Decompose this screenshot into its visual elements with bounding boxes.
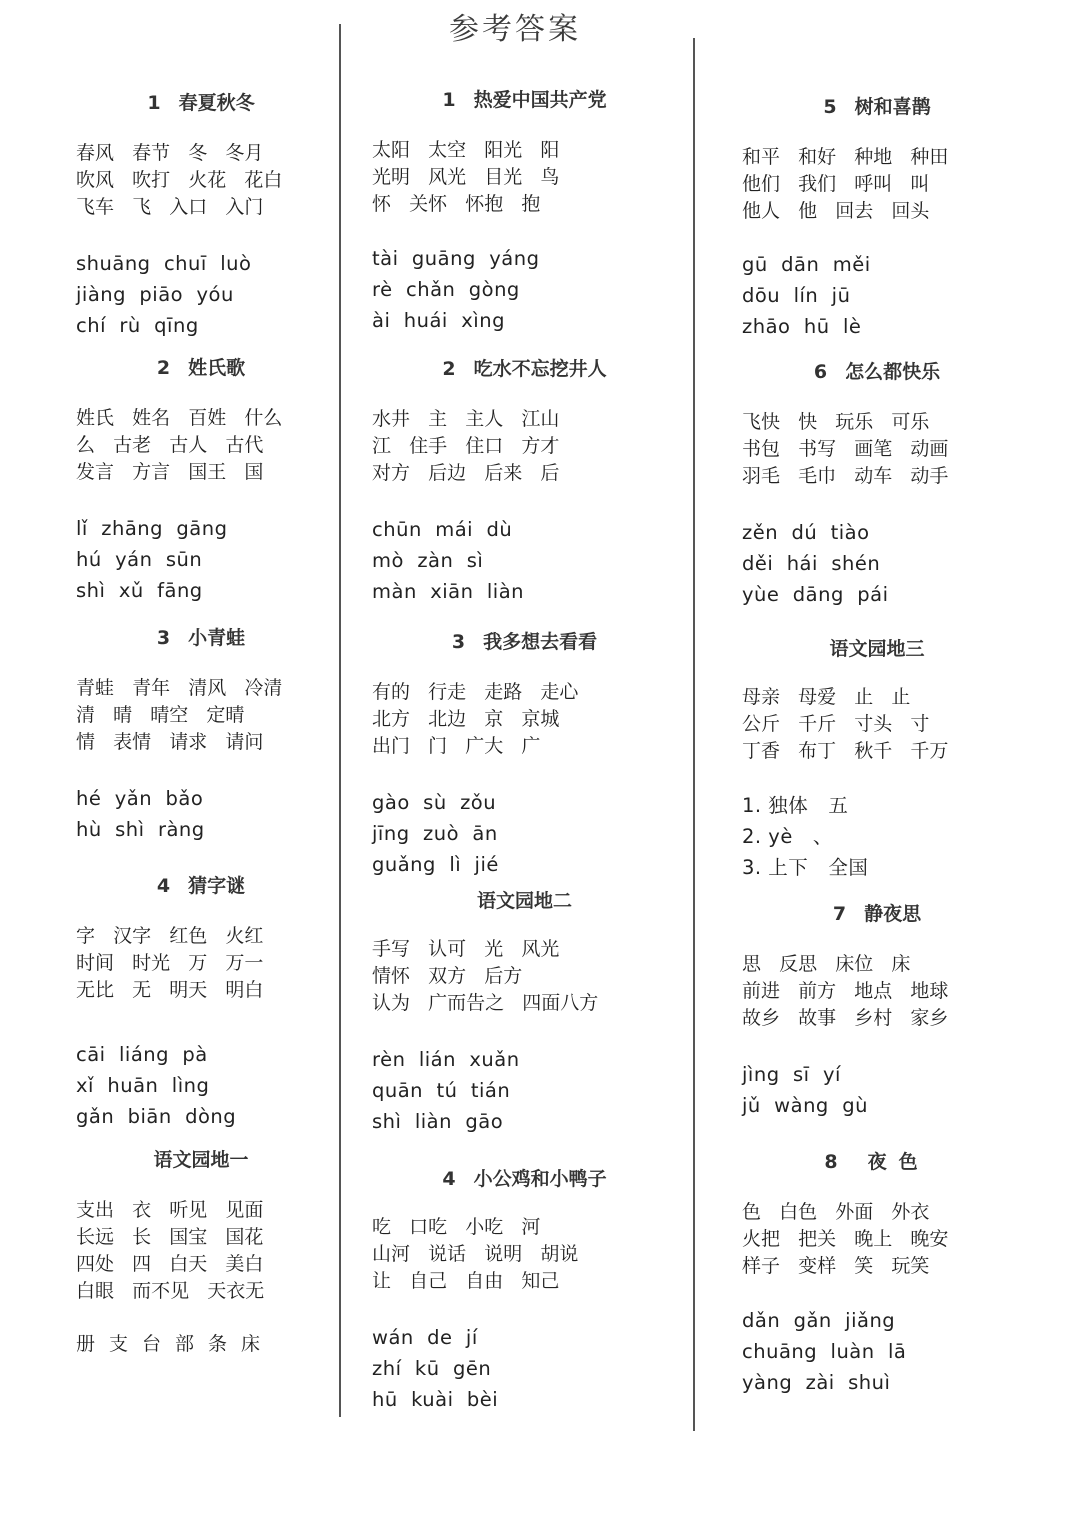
word-line: 故乡 故事 乡村 家乡 (742, 1007, 949, 1029)
pinyin-line: zhí kū gēn (372, 1357, 492, 1380)
lesson-title: 怎么都快乐 (845, 361, 941, 383)
pinyin-list (372, 514, 677, 607)
lesson-heading (742, 899, 1012, 926)
word-list (742, 951, 1012, 1032)
pinyin-line: rèn lián xuǎn (372, 1048, 520, 1071)
pinyin-line: hé yǎn bǎo (76, 787, 204, 810)
word-list (742, 1199, 1012, 1280)
pinyin-line: cāi liáng pà (76, 1043, 208, 1066)
page-title: 参考答案 (449, 12, 581, 47)
word-line: 姓氏 姓名 百姓 什么 (76, 407, 283, 429)
pinyin-line: dǎn gǎn jiǎng (742, 1309, 896, 1332)
pinyin-line: shì liàn gāo (372, 1110, 504, 1133)
word-list (372, 406, 677, 487)
pinyin-line: jīng zuò ān (372, 822, 498, 845)
lesson-title: 吃水不忘挖井人 (473, 358, 607, 380)
answer-item: 3. 上下 全国 (742, 856, 869, 879)
word-line: 飞快 快 玩乐 可乐 (742, 411, 930, 433)
lesson-title: 小青蛙 (188, 627, 246, 649)
pinyin-list (76, 248, 326, 341)
word-line: 吃 口吃 小吃 河 (372, 1216, 541, 1238)
word-line: 样子 变样 笑 玩笑 (742, 1255, 930, 1277)
lesson-number: 4 (156, 875, 171, 897)
word-line: 发言 方言 国王 国 (76, 461, 264, 483)
word-line: 色 白色 外面 外衣 (742, 1201, 930, 1223)
pinyin-line: shì xǔ fāng (76, 579, 203, 602)
lesson-title: 语文园地二 (476, 890, 572, 912)
word-line: 认为 广而告之 四面八方 (372, 992, 599, 1014)
pinyin-list (76, 513, 326, 606)
pinyin-line: chí rù qīng (76, 314, 199, 337)
word-line: 时间 时光 万 万一 (76, 952, 264, 974)
lesson-number: 1 (442, 89, 456, 111)
pinyin-list (742, 249, 1012, 342)
pinyin-list (76, 1039, 326, 1132)
character-line: 册支台部条床 (76, 1333, 275, 1355)
word-line: 和平 和好 种地 种田 (742, 146, 949, 168)
pinyin-line: rè chǎn gòng (372, 278, 520, 301)
pinyin-list (742, 517, 1012, 610)
answer-item: 2. yè 、 (742, 825, 833, 848)
pinyin-line: jǔ wàng gù (742, 1094, 868, 1117)
pinyin-line: màn xiān liàn (372, 580, 525, 603)
pinyin-line: lǐ zhāng gāng (76, 517, 228, 540)
word-list (742, 409, 1012, 490)
word-line: 太阳 太空 阳光 阳 (372, 139, 560, 161)
word-line: 长远 长 国宝 国花 (76, 1226, 264, 1248)
word-line: 让 自己 自由 知己 (372, 1270, 560, 1292)
pinyin-line: gào sù zǒu (372, 791, 497, 814)
pinyin-line: shuāng chuī luò (76, 252, 252, 275)
pinyin-line: hù shì ràng (76, 818, 205, 841)
pinyin-list (372, 243, 677, 336)
word-line: 他人 他 回去 回头 (742, 200, 930, 222)
pinyin-list (372, 1322, 677, 1415)
word-list (76, 675, 326, 756)
lesson-heading (372, 886, 677, 913)
pinyin-line: chūn mái dù (372, 518, 513, 541)
lesson-number: 2 (156, 357, 171, 379)
lesson-title: 猜字谜 (188, 875, 246, 897)
pinyin-line: hū kuài bèi (372, 1388, 499, 1411)
lesson-heading (76, 1145, 326, 1172)
lesson-number: 3 (451, 631, 466, 653)
lesson-title: 我多想去看看 (483, 631, 598, 653)
pinyin-line: yàng zài shuì (742, 1371, 891, 1394)
column-divider (693, 38, 695, 1431)
word-line: 清 晴 晴空 定晴 (76, 704, 245, 726)
lesson-title: 姓氏歌 (188, 357, 246, 379)
word-line: 出门 门 广大 广 (372, 735, 541, 757)
lesson-title: 静夜思 (864, 903, 922, 925)
pinyin-line: wán de jí (372, 1326, 478, 1349)
word-line: 吹风 吹打 火花 花白 (76, 169, 283, 191)
word-list (372, 137, 677, 218)
lesson-heading (742, 357, 1012, 384)
word-list (372, 936, 677, 1017)
word-line: 火把 把关 晚上 晚安 (742, 1228, 949, 1250)
pinyin-line: zěn dú tiào (742, 521, 870, 544)
word-line: 白眼 而不见 天衣无 (76, 1280, 265, 1302)
pinyin-line: ài huái xìng (372, 309, 505, 332)
lesson-number: 3 (156, 627, 171, 649)
lesson-heading (76, 623, 326, 650)
pinyin-line: quān tú tián (372, 1079, 511, 1102)
word-line: 么 古老 古人 古代 (76, 434, 264, 456)
lesson-title: 热爱中国共产党 (473, 89, 607, 111)
answer-item: 1. 独体 五 (742, 794, 849, 817)
lesson-title: 树和喜鹊 (854, 96, 931, 118)
lesson-number: 8 (824, 1151, 850, 1173)
pinyin-line: dōu lín jū (742, 284, 851, 307)
word-line: 字 汉字 红色 火红 (76, 925, 264, 947)
pinyin-line: zhāo hū lè (742, 315, 862, 338)
lesson-title: 小公鸡和小鸭子 (473, 1168, 607, 1190)
word-line: 情怀 双方 后方 (372, 965, 523, 987)
lesson-number: 7 (832, 903, 847, 925)
lesson-number: 4 (442, 1168, 456, 1190)
pinyin-line: xǐ huān lìng (76, 1074, 210, 1097)
lesson-title: 语文园地一 (153, 1149, 249, 1171)
pinyin-line: gǎn biān dòng (76, 1105, 237, 1128)
word-list (76, 1197, 326, 1305)
word-list (76, 923, 326, 1004)
word-line: 情 表情 请求 请问 (76, 731, 264, 753)
pinyin-line: jìng sī yí (742, 1063, 841, 1086)
lesson-heading (742, 1147, 1012, 1174)
word-line: 四处 四 白天 美白 (76, 1253, 264, 1275)
word-line: 飞车 飞 入口 入门 (76, 196, 264, 218)
word-line: 丁香 布丁 秋千 千万 (742, 740, 949, 762)
word-line: 水井 主 主人 江山 (372, 408, 560, 430)
pinyin-list (76, 783, 326, 845)
word-line: 他们 我们 呼叫 叫 (742, 173, 930, 195)
pinyin-line: yùe dāng pái (742, 583, 889, 606)
lesson-heading (372, 1164, 677, 1191)
lesson-heading (76, 88, 326, 115)
lesson-heading (76, 353, 326, 380)
word-line: 母亲 母爱 止 止 (742, 686, 911, 708)
pinyin-list (742, 1059, 1012, 1121)
word-line: 对方 后边 后来 后 (372, 462, 560, 484)
word-line: 支出 衣 听见 见面 (76, 1199, 264, 1221)
pinyin-line: tài guāng yáng (372, 247, 540, 270)
pinyin-line: hú yán sūn (76, 548, 203, 571)
lesson-heading (372, 354, 677, 381)
word-line: 前进 前方 地点 地球 (742, 980, 949, 1002)
pinyin-line: jiàng piāo yóu (76, 283, 234, 306)
pinyin-line: gū dān měi (742, 253, 871, 276)
word-list (76, 140, 326, 221)
word-line: 光明 风光 目光 鸟 (372, 166, 560, 188)
word-line: 山河 说话 说明 胡说 (372, 1243, 579, 1265)
word-line: 公斤 千斤 寸头 寸 (742, 713, 930, 735)
word-line: 北方 北边 京 京城 (372, 708, 560, 730)
word-line: 怀 关怀 怀抱 抱 (372, 193, 541, 215)
lesson-heading (742, 92, 1012, 119)
word-list (742, 144, 1012, 225)
pinyin-line: guǎng lì jié (372, 853, 499, 876)
word-list (742, 684, 1012, 765)
word-line: 春风 春节 冬 冬月 (76, 142, 264, 164)
pinyin-line: mò zàn sì (372, 549, 484, 572)
word-line: 江 住手 住口 方才 (372, 435, 560, 457)
lesson-heading (76, 871, 326, 898)
word-list (372, 1214, 677, 1295)
lesson-heading (372, 85, 677, 112)
lesson-number: 5 (823, 96, 837, 118)
answer-items (742, 790, 1012, 883)
word-line: 手写 认可 光 风光 (372, 938, 560, 960)
lesson-heading (372, 627, 677, 654)
word-list (372, 679, 677, 760)
lesson-title: 夜色 (867, 1151, 930, 1173)
word-line: 青蛙 青年 清风 冷清 (76, 677, 283, 699)
lesson-title: 春夏秋冬 (178, 92, 255, 114)
pinyin-line: chuāng luàn lā (742, 1340, 907, 1363)
pinyin-list (742, 1305, 1012, 1398)
pinyin-list (372, 787, 677, 880)
lesson-number: 2 (442, 358, 456, 380)
column-divider (339, 24, 341, 1417)
word-line: 羽毛 毛巾 动车 动手 (742, 465, 949, 487)
pinyin-line: děi hái shén (742, 552, 881, 575)
lesson-number: 6 (813, 361, 828, 383)
character-list (76, 1331, 326, 1358)
lesson-heading (742, 634, 1012, 661)
lesson-number: 1 (147, 92, 161, 114)
word-line: 思 反思 床位 床 (742, 953, 911, 975)
word-list (76, 405, 326, 486)
word-line: 书包 书写 画笔 动画 (742, 438, 949, 460)
word-line: 无比 无 明天 明白 (76, 979, 264, 1001)
word-line: 有的 行走 走路 走心 (372, 681, 579, 703)
pinyin-list (372, 1044, 677, 1137)
lesson-title: 语文园地三 (829, 638, 925, 660)
